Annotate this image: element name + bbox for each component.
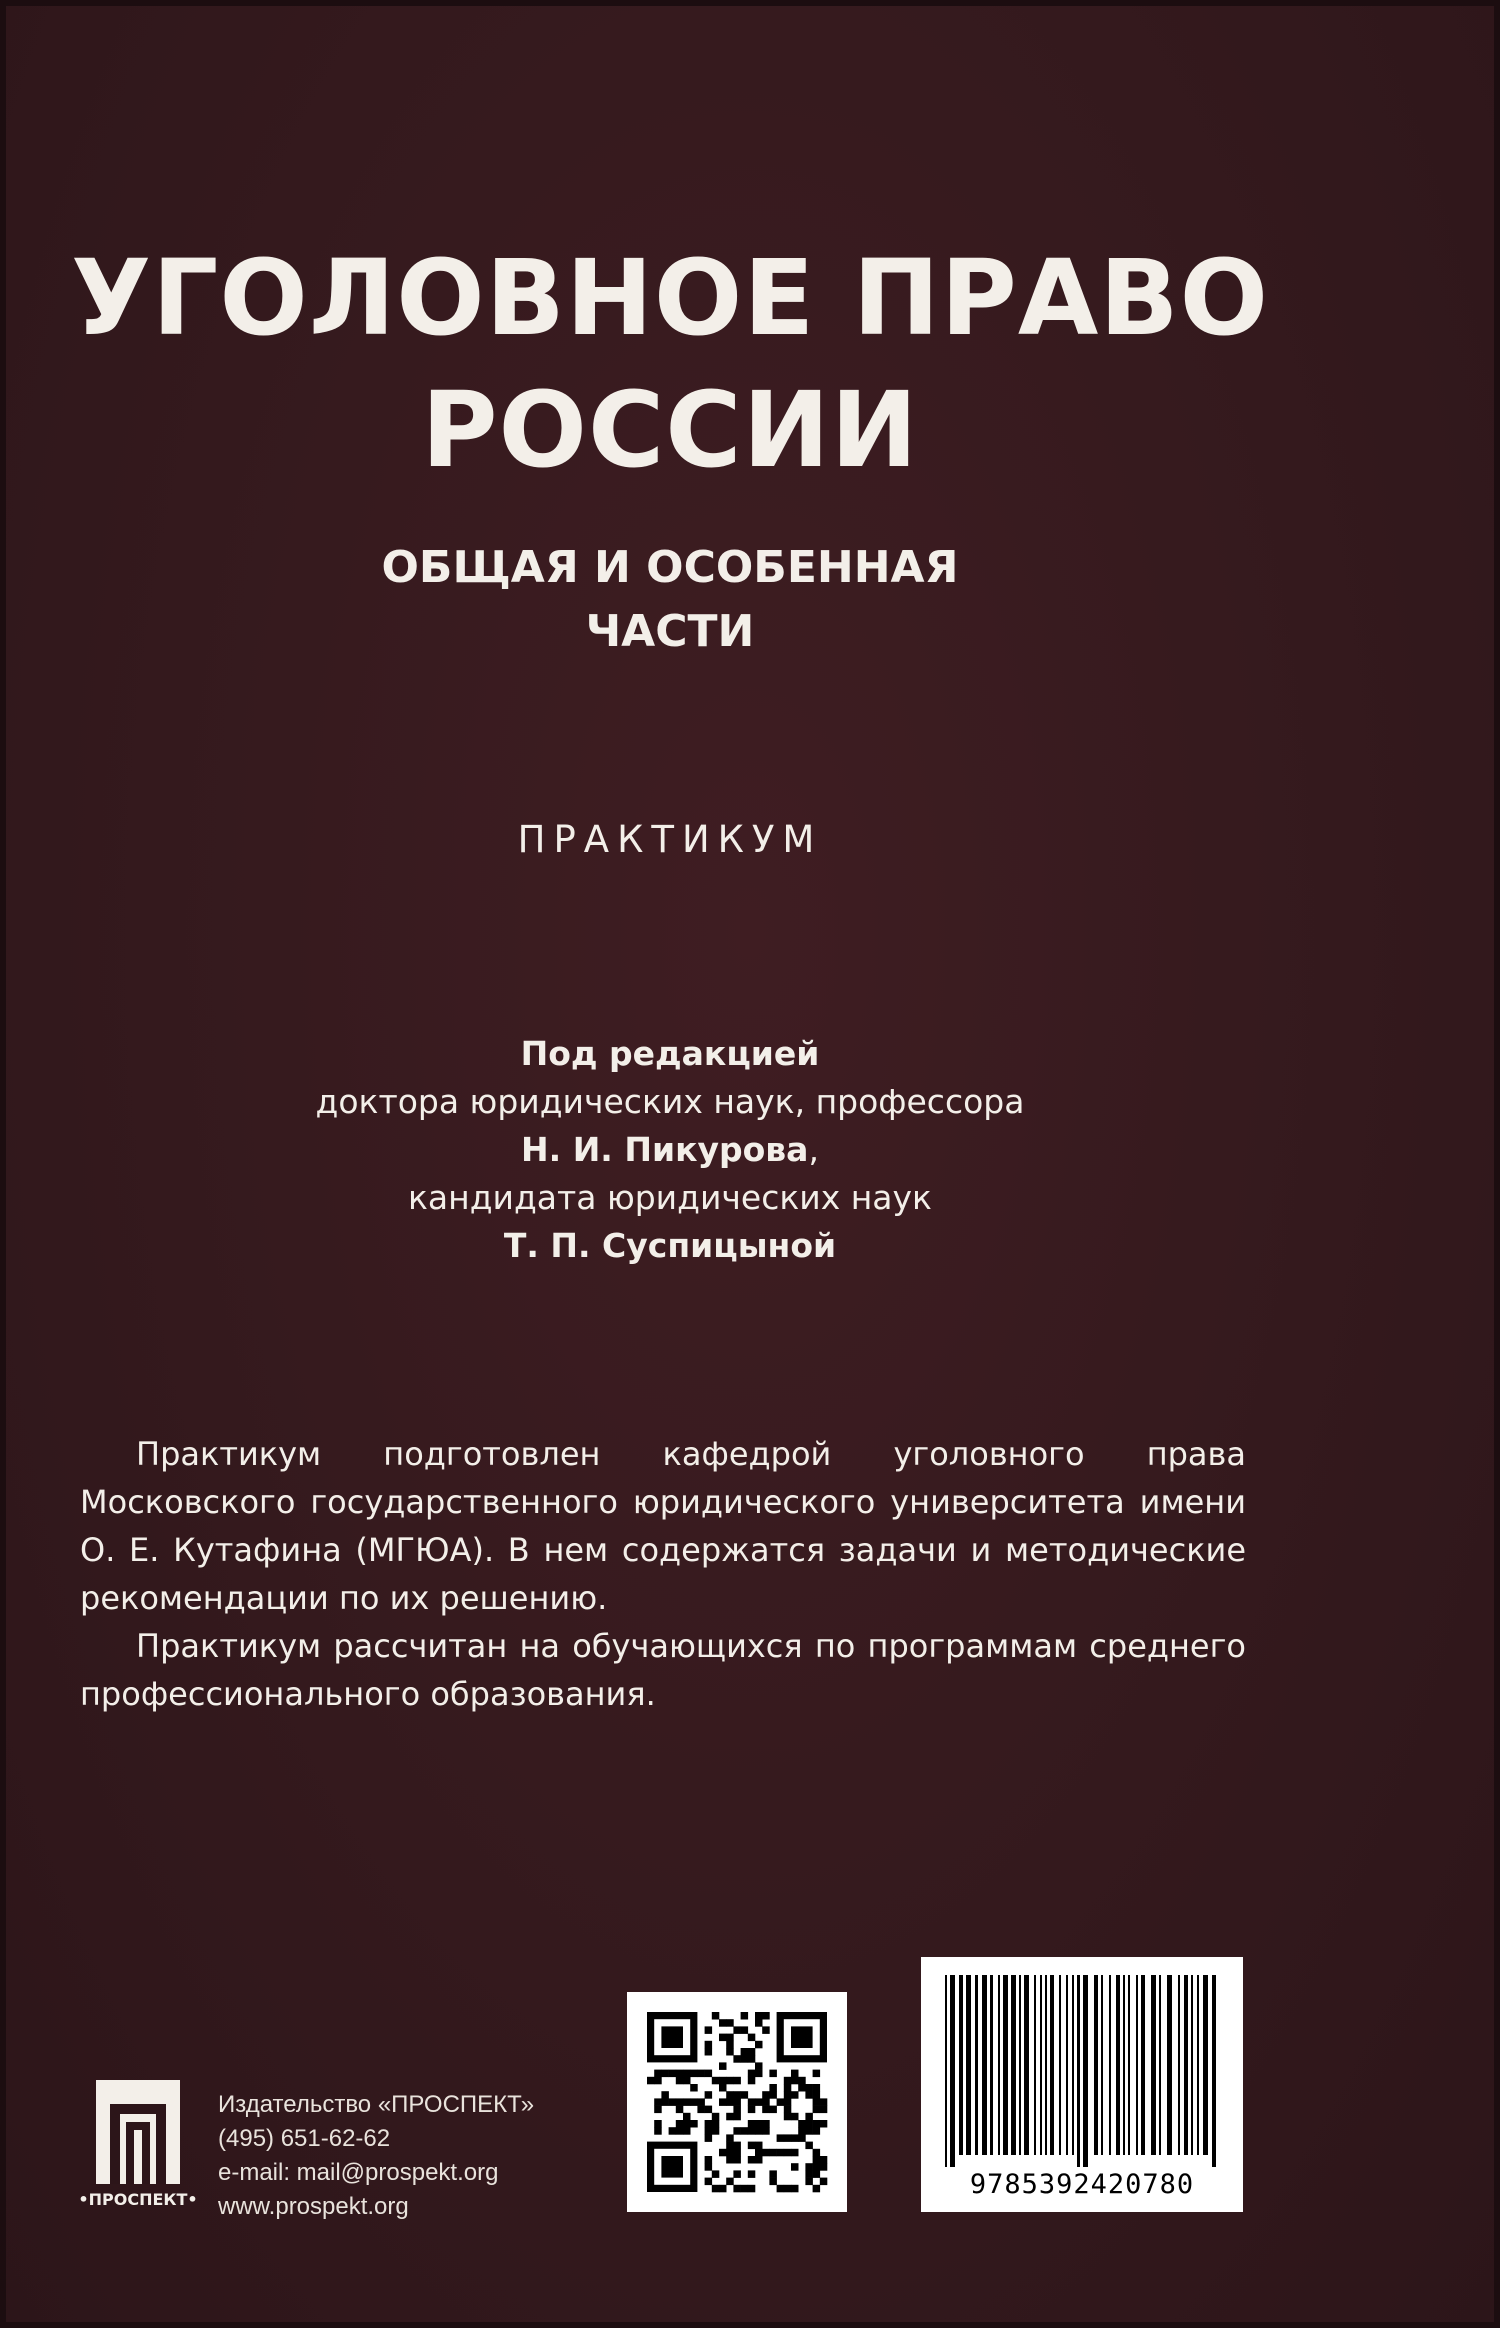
editor-1-line <box>0 1126 1340 1174</box>
editor-2-name: Т. П. Суспицыной <box>503 1226 837 1265</box>
qr-code-icon <box>627 1992 847 2212</box>
book-subtitle-line-1: ОБЩАЯ И ОСОБЕННАЯ <box>381 542 959 593</box>
annotation <box>80 1430 1246 1718</box>
publisher-phone: (495) 651-62-62 <box>218 2125 391 2152</box>
editor-1-degree: доктора юридических наук, профессора <box>315 1082 1025 1121</box>
annotation-paragraph-2: Практикум рассчитан на обучающихся по программам среднего профессионального образования. <box>80 1627 1246 1713</box>
book-genre: ПРАКТИКУМ <box>517 818 823 861</box>
isbn-barcode-digits: 9785392420780 <box>969 2169 1195 2200</box>
isbn-barcode <box>921 1957 1243 2212</box>
editor-2-degree: кандидата юридических наук <box>407 1178 932 1217</box>
book-subtitle-line-2: ЧАСТИ <box>585 606 755 657</box>
book-subtitle <box>0 536 1340 664</box>
editors-block <box>0 1030 1340 1270</box>
publisher-website: www.prospekt.org <box>218 2193 409 2220</box>
publisher-contacts <box>218 2088 534 2224</box>
book-title-line-1: УГОЛОВНОЕ ПРАВО <box>70 237 1270 359</box>
book-title <box>0 232 1340 496</box>
editors-heading: Под редакцией <box>520 1034 820 1073</box>
editor-1-name-suffix: , <box>808 1130 819 1169</box>
publisher-logo-icon <box>96 2080 180 2184</box>
barcode-bars-icon <box>921 1957 1243 2167</box>
editor-1-name: Н. И. Пикурова <box>521 1130 809 1169</box>
publisher-email: e-mail: mail@prospekt.org <box>218 2159 499 2186</box>
publisher-logo-label: •ПРОСПЕКТ• <box>78 2190 198 2209</box>
annotation-paragraph-1: Практикум подготовлен кафедрой уголовного права Московского государственного юридического университета имени О. Е. Кутафина (МГЮА). В нем содержатся задачи и методические рекомендации по их решению. <box>80 1435 1246 1617</box>
book-title-line-2: РОССИИ <box>421 369 919 491</box>
publisher-name: Издательство «ПРОСПЕКТ» <box>218 2091 535 2118</box>
publisher-logo <box>78 2080 198 2220</box>
